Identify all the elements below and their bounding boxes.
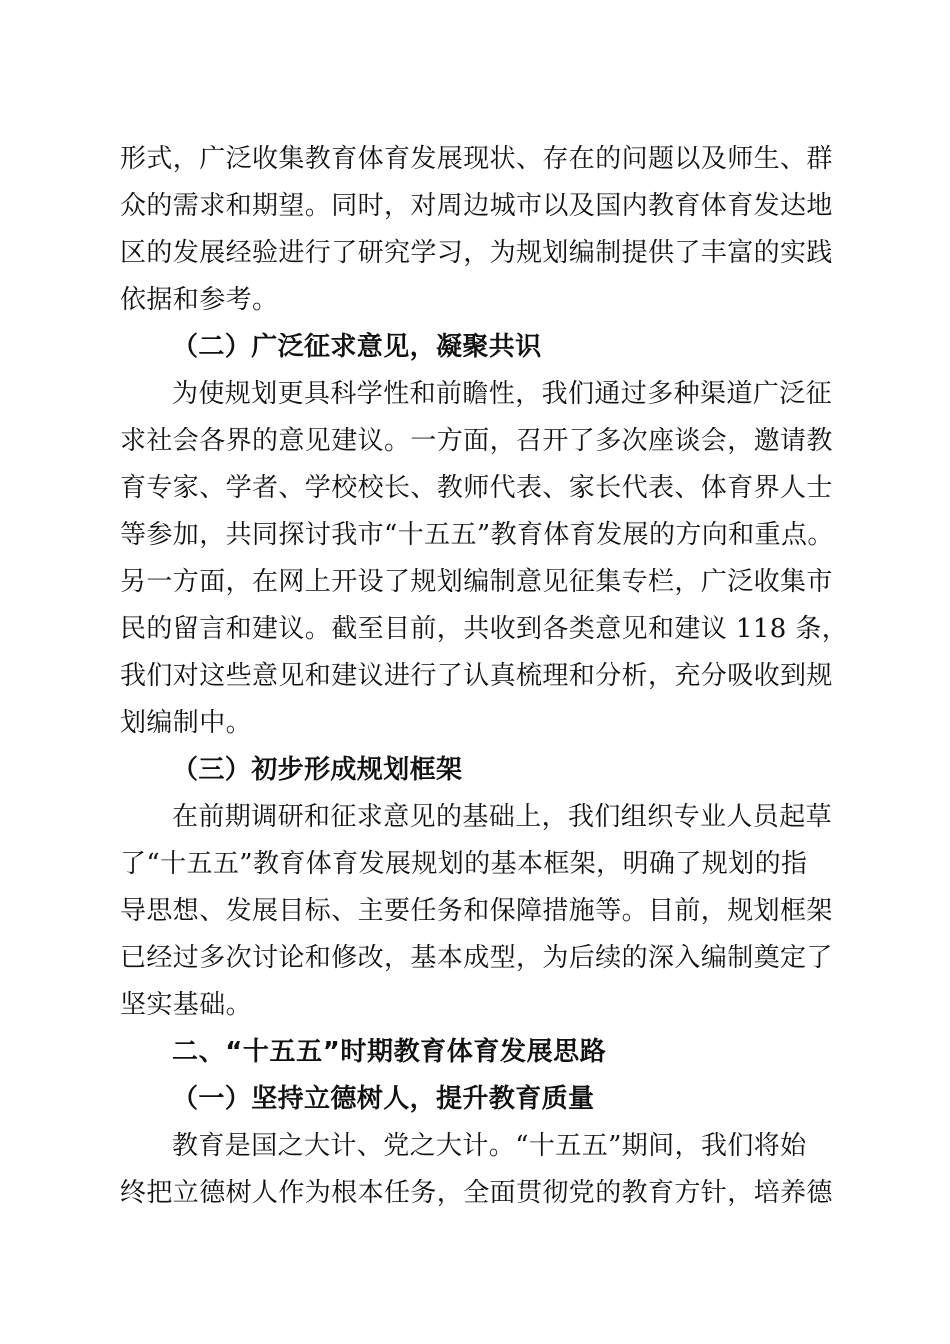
text-line: 教育是国之大计、党之大计。“十五五”期间，我们将始	[172, 1131, 807, 1161]
text-line: 坚实基础。	[120, 990, 253, 1020]
text-line: 依据和参考。	[120, 285, 279, 315]
document-body	[120, 136, 849, 1217]
text-line: 区的发展经验进行了研究学习，为规划编制提供了丰富的实践	[120, 238, 833, 268]
text-line: 了“十五五”教育体育发展规划的基本框架，明确了规划的指	[120, 849, 808, 879]
text-line: 求社会各界的意见建议。一方面，召开了多次座谈会，邀请教	[120, 426, 833, 456]
text-line: 民的留言和建议。截至目前，共收到各类意见和建议 118 条，	[120, 614, 849, 644]
text-line: 导思想、发展目标、主要任务和保障措施等。目前，规划框架	[120, 896, 833, 926]
text-line: 形式，广泛收集教育体育发展现状、存在的问题以及师生、群	[120, 144, 833, 174]
section-subheading: （三）初步形成规划框架	[172, 755, 463, 785]
text-line: 育专家、学者、学校校长、教师代表、家长代表、体育界人士	[120, 473, 833, 503]
text-line: 我们对这些意见和建议进行了认真梳理和分析，充分吸收到规	[120, 661, 833, 691]
text-line: 为使规划更具科学性和前瞻性，我们通过多种渠道广泛征	[172, 379, 833, 409]
text-line: 在前期调研和征求意见的基础上，我们组织专业人员起草	[172, 802, 833, 832]
text-line: 划编制中。	[120, 708, 253, 738]
text-line: 已经过多次讨论和修改，基本成型，为后续的深入编制奠定了	[120, 943, 833, 973]
text-line: 终把立德树人作为根本任务，全面贯彻党的教育方针，培养德	[120, 1178, 833, 1208]
section-heading: 二、“十五五”时期教育体育发展思路	[172, 1037, 607, 1067]
section-subheading: （一）坚持立德树人，提升教育质量	[172, 1084, 595, 1114]
text-line: 另一方面，在网上开设了规划编制意见征集专栏，广泛收集市	[120, 567, 833, 597]
text-line: 众的需求和期望。同时，对周边城市以及国内教育体育发达地	[120, 191, 833, 221]
text-line: 等参加，共同探讨我市“十五五”教育体育发展的方向和重点。	[120, 520, 834, 550]
section-subheading: （二）广泛征求意见，凝聚共识	[172, 332, 542, 362]
